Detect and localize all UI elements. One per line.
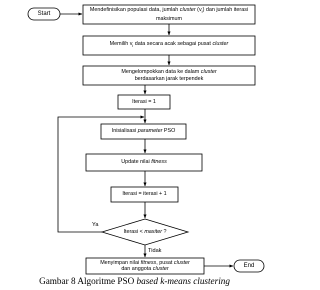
choose-centers-label: Memilih $v_i$ data secara acak sebagai pusat cluster <box>109 41 229 49</box>
yes-label: Ya <box>92 222 99 228</box>
update-fitness-label: Update nilai fitness <box>121 159 167 166</box>
caption-prefix: Gambar 8 Algoritme PSO <box>39 276 137 286</box>
figure-caption <box>0 276 269 287</box>
iteration-init-label: Iterasi = 1 <box>132 98 156 105</box>
start-label: Start <box>37 10 51 17</box>
end-label: End <box>243 262 255 269</box>
no-label: Tidak <box>148 248 162 254</box>
decision-label: Iterasi < maxiter ? <box>123 228 167 235</box>
save-result-label: Menyimpan nilai fitness, pusat cluster dan anggota cluster <box>100 259 190 272</box>
caption-italic: based k-means clustering <box>136 276 230 286</box>
iteration-increment-label: Iterasi = iterasi + 1 <box>122 191 167 198</box>
group-data-label: Mengelompokkan data ke dalam cluster berdasarkan jarak terpendek <box>121 69 217 82</box>
init-population-label: Mendefinisikan populasi data, jumlah cluster $(v_i)$ dan jumlah iterasi maksimum <box>89 7 249 22</box>
init-pso-label: Inisialisasi parameter PSO <box>111 128 176 135</box>
